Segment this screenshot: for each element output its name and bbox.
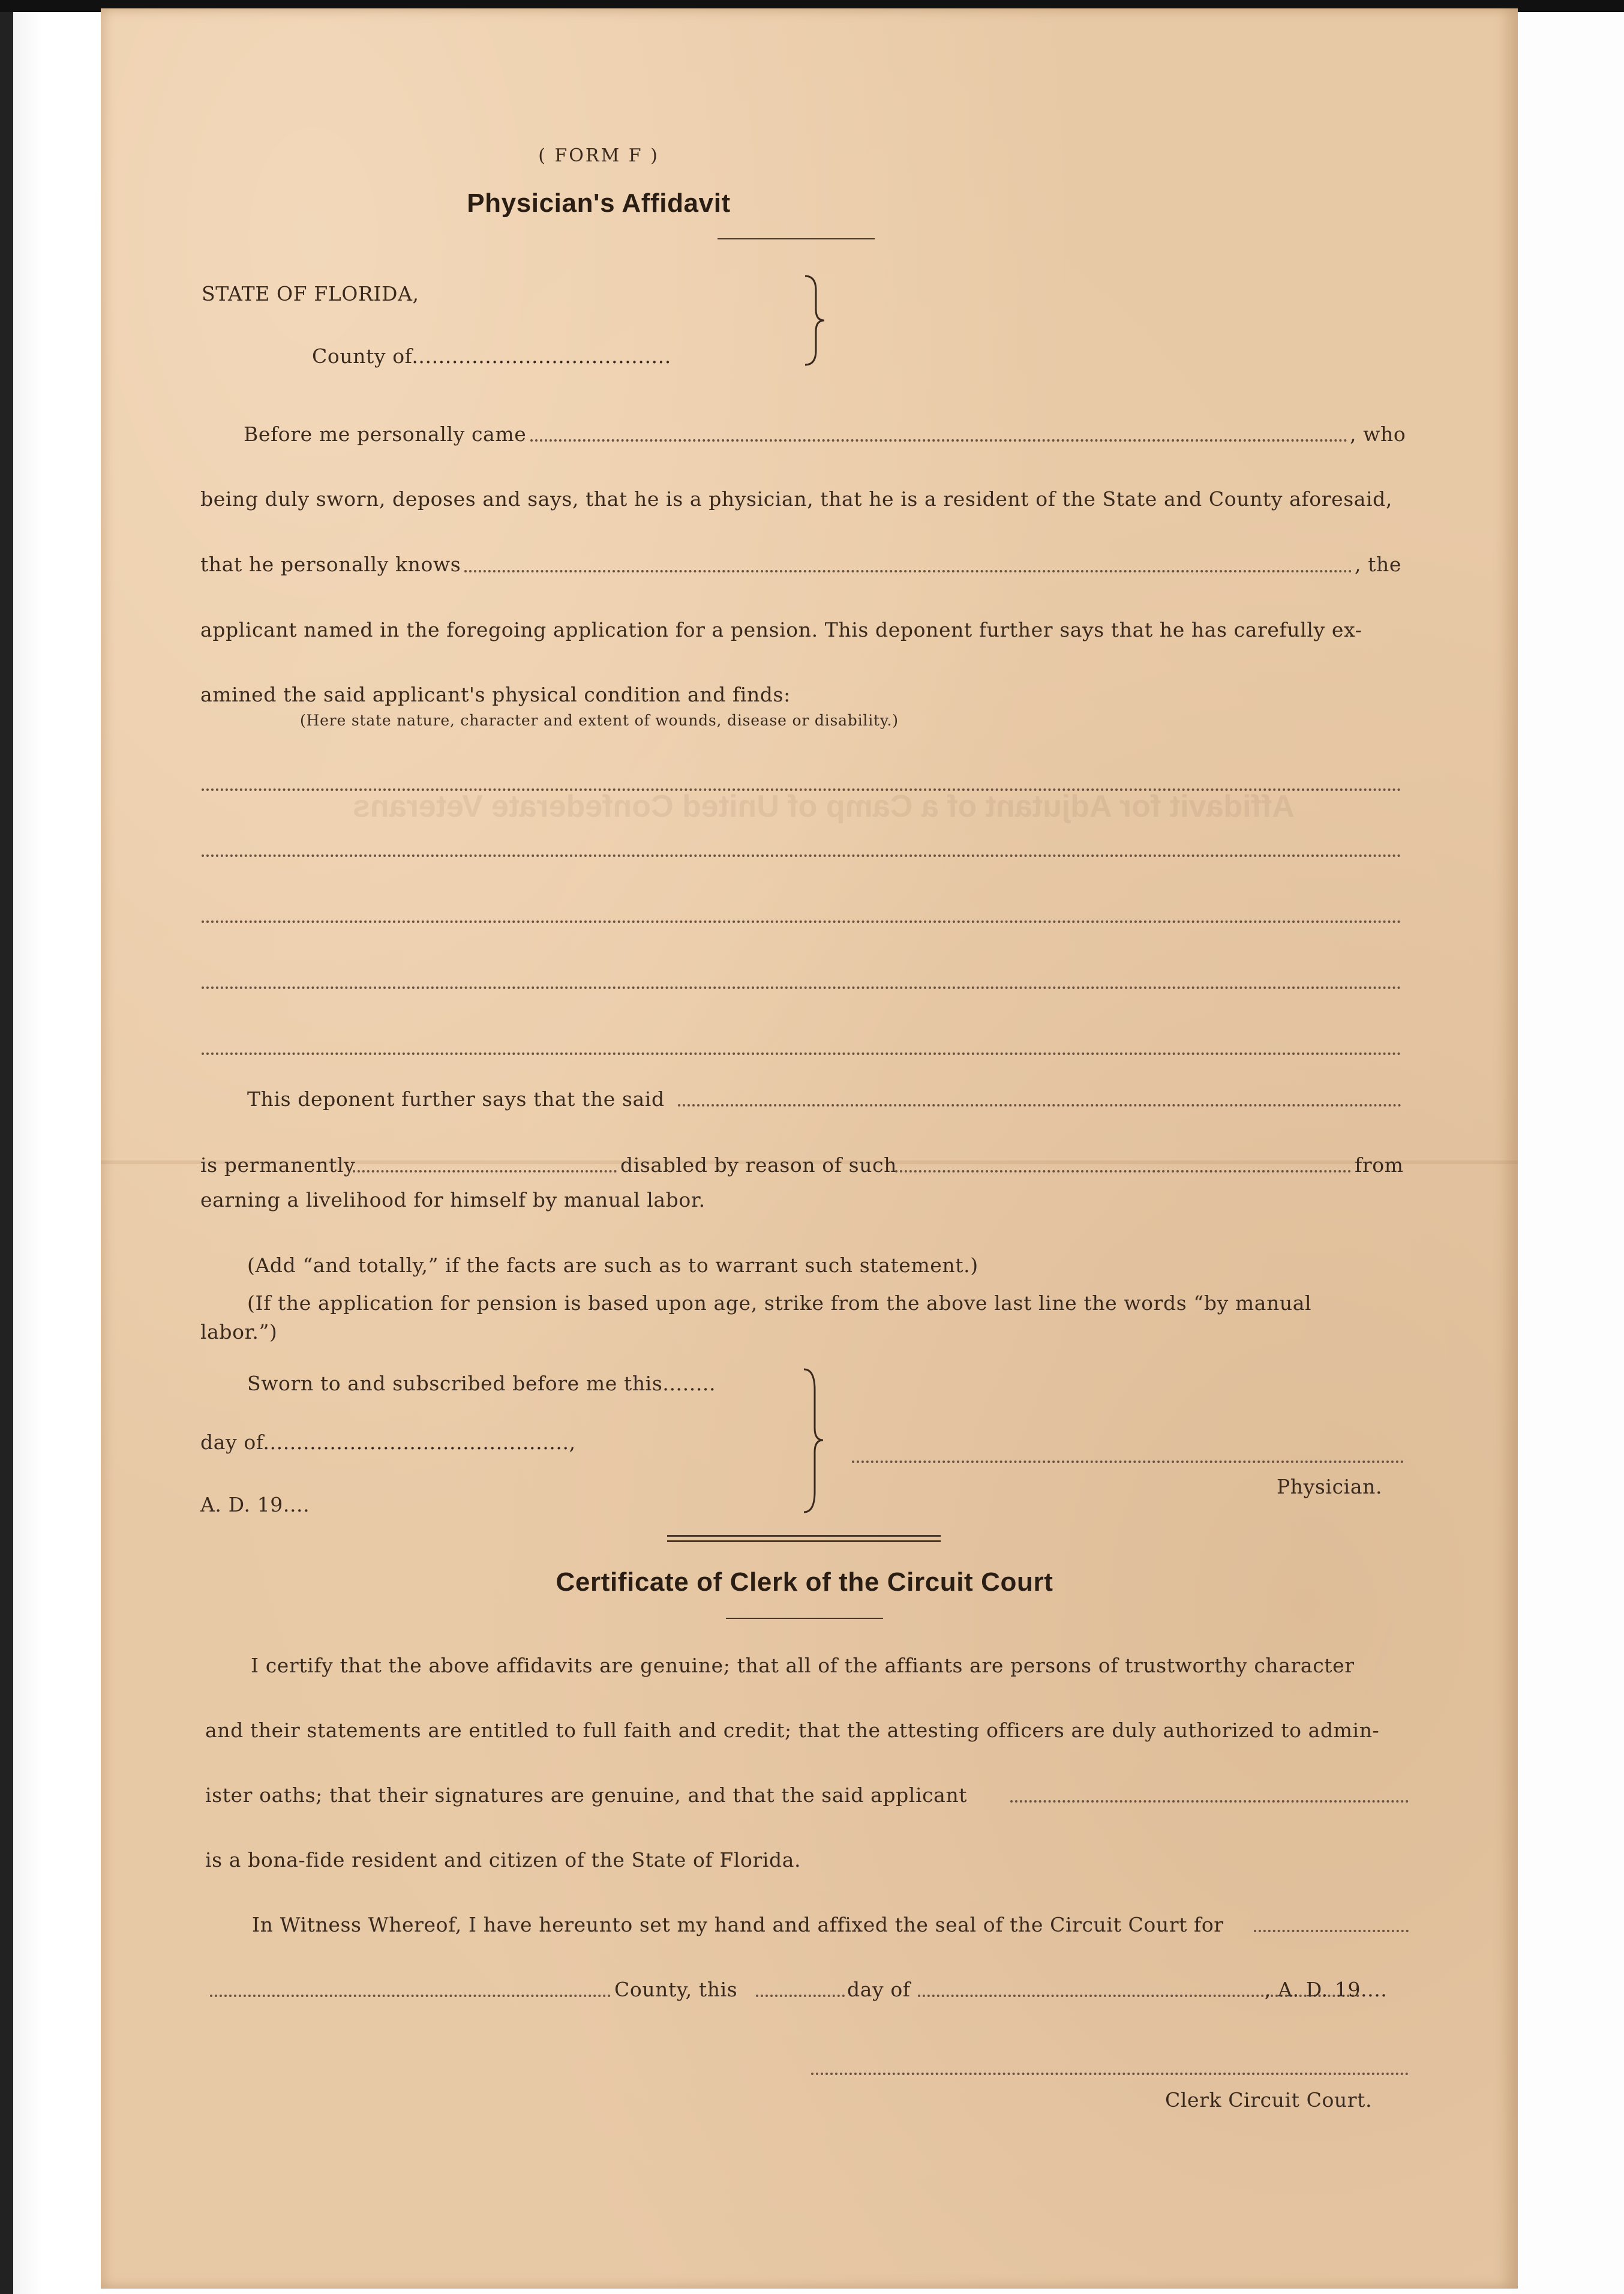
venue-county: County of.......................................: [312, 344, 671, 368]
the-text: , the: [1355, 553, 1402, 576]
who-text: , who: [1350, 422, 1406, 446]
certificate-title-underline: [726, 1618, 883, 1619]
permanently-text: is permanently: [200, 1153, 356, 1177]
personally-came-text: Before me personally came: [244, 422, 527, 446]
witness-whereof-text: In Witness Whereof, I have hereunto set my hand and affixed the seal of the Circuit Court for: [252, 1913, 1224, 1936]
jurat-brace: [802, 1366, 825, 1516]
scan-border-right: [1512, 12, 1624, 2294]
title-underline: [718, 238, 875, 239]
cert-day-of-text: day of: [847, 1978, 911, 2001]
findings-line-2[interactable]: [202, 854, 1401, 857]
applicant-name-blank[interactable]: [464, 570, 1352, 572]
applicant-named-text: applicant named in the foregoing application for a pension. This deponent further says that he has carefully ex-: [200, 618, 1362, 641]
findings-instruction: (Here state nature, character and extent of wounds, disease or disability.): [300, 712, 899, 729]
bona-fide-text: is a bona-fide resident and citizen of the State of Florida.: [205, 1848, 802, 1872]
cause-blank[interactable]: [895, 1170, 1351, 1173]
jurat-day-of: day of..............................................,: [200, 1431, 576, 1454]
deponent-further-text: This deponent further says that the said: [247, 1087, 665, 1111]
sworn-subscribed-text: Sworn to and subscribed before me this........: [247, 1372, 716, 1395]
certificate-title: Certificate of Clerk of the Circuit Court: [556, 1567, 1053, 1597]
oaths-text: ister oaths; that their signatures are genuine, and that the said applicant: [205, 1783, 968, 1807]
venue-brace: [803, 272, 827, 368]
age-note-line2: labor.”): [200, 1320, 278, 1344]
age-note-line1: (If the application for pension is based upon age, strike from the above last line the words “by manual: [247, 1291, 1312, 1315]
sworn-statement-text: being duly sworn, deposes and says, that he is a physician, that he is a resident of the State and County aforesaid,: [200, 487, 1392, 511]
physician-signature-line[interactable]: [852, 1461, 1404, 1463]
venue-state: STATE OF FLORIDA,: [202, 282, 419, 305]
clerk-label: Clerk Circuit Court.: [1165, 2088, 1373, 2112]
livelihood-text: earning a livelihood for himself by manual labor.: [200, 1188, 706, 1212]
personally-knows-text: that he personally knows: [200, 553, 461, 576]
affidavit-page: [101, 8, 1518, 2289]
findings-line-5[interactable]: [202, 1052, 1401, 1055]
cert-year-text: , A. D. 19....: [1265, 1978, 1388, 2001]
jurat-year: A. D. 19....: [200, 1493, 310, 1516]
degree-blank[interactable]: [353, 1170, 617, 1173]
totally-note: (Add “and totally,” if the facts are such as to warrant such statement.): [247, 1254, 978, 1277]
faith-credit-text: and their statements are entitled to full faith and credit; that the attesting officers are duly authorized to admin-: [205, 1719, 1380, 1742]
from-text: from: [1355, 1153, 1404, 1177]
form-label: ( FORM F ): [538, 145, 659, 166]
section-divider-bottom: [667, 1540, 941, 1542]
court-county-blank[interactable]: [1254, 1930, 1409, 1932]
certify-text: I certify that the above affidavits are genuine; that all of the affiants are persons of trustworthy character: [251, 1654, 1355, 1677]
cert-day-blank[interactable]: [756, 1995, 845, 1997]
show-through-text: Affidavit for Adjutant of a Camp of United Confederate Veterans: [353, 789, 1295, 824]
physician-label: Physician.: [1277, 1475, 1383, 1498]
certificate-applicant-blank[interactable]: [1010, 1800, 1409, 1803]
findings-line-1[interactable]: [202, 788, 1401, 791]
clerk-signature-line[interactable]: [811, 2073, 1409, 2075]
scan-border-left: [0, 0, 43, 2294]
county-name-blank[interactable]: [210, 1995, 611, 1997]
applicant-name-blank-2[interactable]: [678, 1104, 1401, 1106]
examined-text: amined the said applicant's physical condition and finds:: [200, 683, 791, 706]
findings-line-3[interactable]: [202, 920, 1401, 923]
affiant-name-blank[interactable]: [530, 439, 1347, 442]
form-title: Physician's Affidavit: [467, 188, 731, 218]
disabled-by-text: disabled by reason of such: [620, 1153, 897, 1177]
section-divider-top: [667, 1535, 941, 1537]
findings-line-4[interactable]: [202, 986, 1401, 989]
county-this-text: County, this: [614, 1978, 738, 2001]
